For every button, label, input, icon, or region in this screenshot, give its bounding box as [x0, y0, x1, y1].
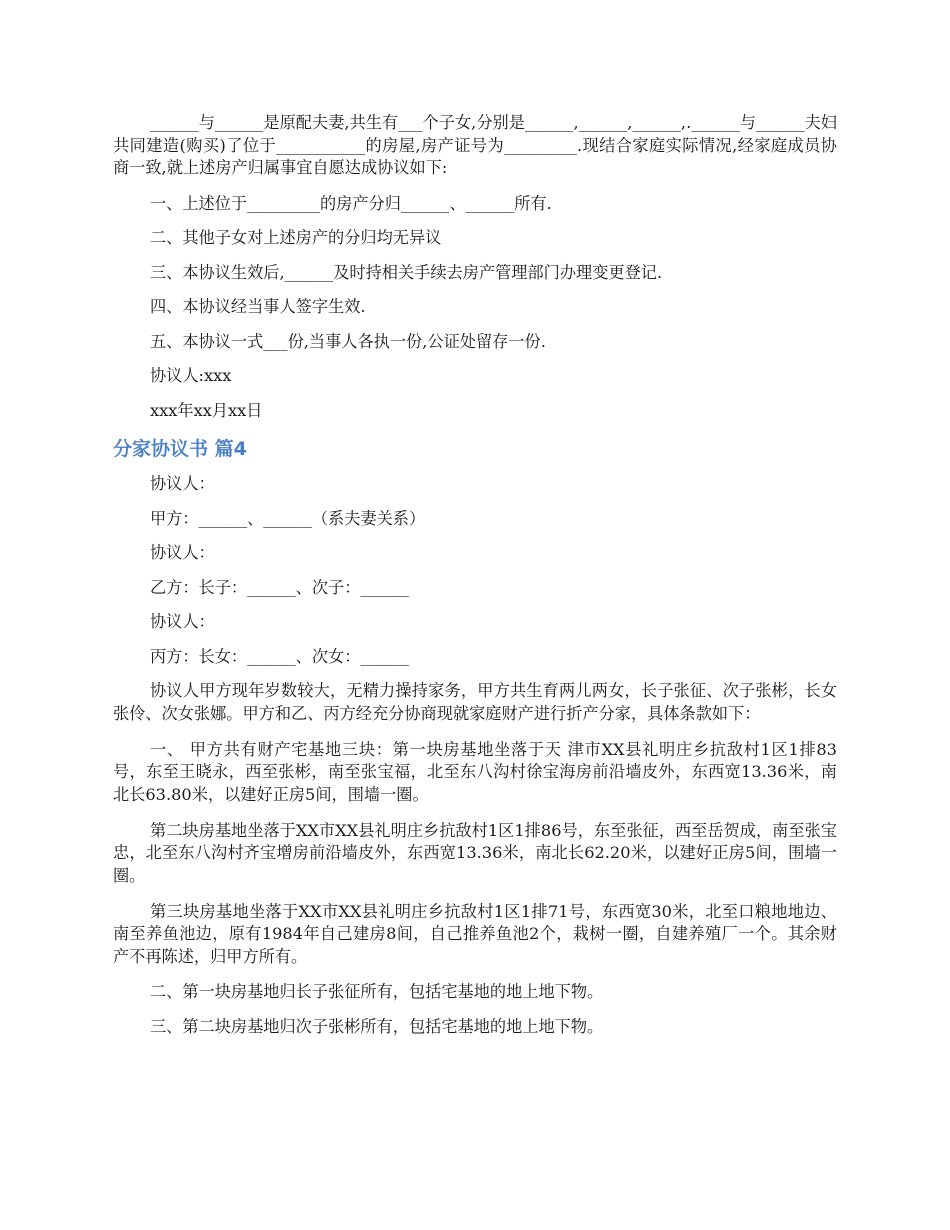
- property-clause-1: 一、 甲方共有财产宅基地三块：第一块房基地坐落于天 津市XX县礼明庄乡抗敌村1区1排83号，东至王晓永，西至张彬，南至张宝福，北至东八沟村徐宝海房前沿墙皮外，东西宽13.36米，南北长63.80米，以建好正房5间，围墙一圈。: [113, 739, 837, 804]
- clause-1: 一、上述位于_________的房产分归______、______所有.: [150, 193, 552, 213]
- party-label-1: 协议人：: [150, 474, 215, 494]
- allocation-clause-3: 三、第二块房基地归次子张彬所有，包括宅基地的地上地下物。: [150, 1016, 604, 1036]
- intro-paragraph: ______与______是原配夫妻,共生有___个子女,分别是______,______,______,.______与______夫妇共同建造(购买)了位于___________的房屋,房产证号为_________.现结合家庭实际情况,经家庭成员协商一致,就上述房产归属事宜自愿达成协议如下:: [113, 113, 837, 177]
- document-body: [113, 112, 837, 1050]
- date-line: xxx年xx月xx日: [150, 400, 263, 420]
- section-heading: 分家协议书 篇4: [113, 438, 247, 461]
- clause-5: 五、本协议一式___份,当事人各执一份,公证处留存一份.: [150, 331, 546, 351]
- party-b-line: 乙方：长子：______、次子：______: [150, 577, 409, 597]
- allocation-clause-2: 二、第一块房基地归长子张征所有，包括宅基地的地上地下物。: [150, 982, 604, 1002]
- property-clause-2: 第二块房基地坐落于XX市XX县礼明庄乡抗敌村1区1排86号，东至张征，西至岳贺成，南至张宝忠，北至东八沟村齐宝增房前沿墙皮外，东西宽13.36米，南北长62.20米，以建好正房5间，围墙一圈。: [113, 820, 837, 885]
- clause-3: 三、本协议生效后,______及时持相关手续去房产管理部门办理变更登记.: [150, 262, 663, 282]
- clause-4: 四、本协议经当事人签字生效.: [150, 297, 366, 317]
- party-label-3: 协议人：: [150, 612, 215, 632]
- party-label-2: 协议人：: [150, 543, 215, 563]
- party-c-line: 丙方：长女：______、次女：______: [150, 646, 409, 666]
- clause-2: 二、其他子女对上述房产的分归均无异议: [150, 228, 442, 248]
- property-clause-3: 第三块房基地坐落于XX市XX县礼明庄乡抗敌村1区1排71号，东西宽30米，北至口粮地地边、南至养鱼池边，原有1984年自己建房8间，自己推养鱼池2个，栽树一圈，自建养殖厂一个。其余财产不再陈述，归甲方所有。: [113, 901, 837, 966]
- signatory-line: 协议人:xxx: [150, 366, 232, 386]
- party-a-line: 甲方：______、______（系夫妻关系）: [150, 508, 426, 528]
- preamble-paragraph: 协议人甲方现年岁数较大，无精力操持家务，甲方共生育两儿两女，长子张征、次子张彬，长女张伶、次女张娜。甲方和乙、丙方经充分协商现就家庭财产进行折产分家，具体条款如下：: [113, 681, 837, 723]
